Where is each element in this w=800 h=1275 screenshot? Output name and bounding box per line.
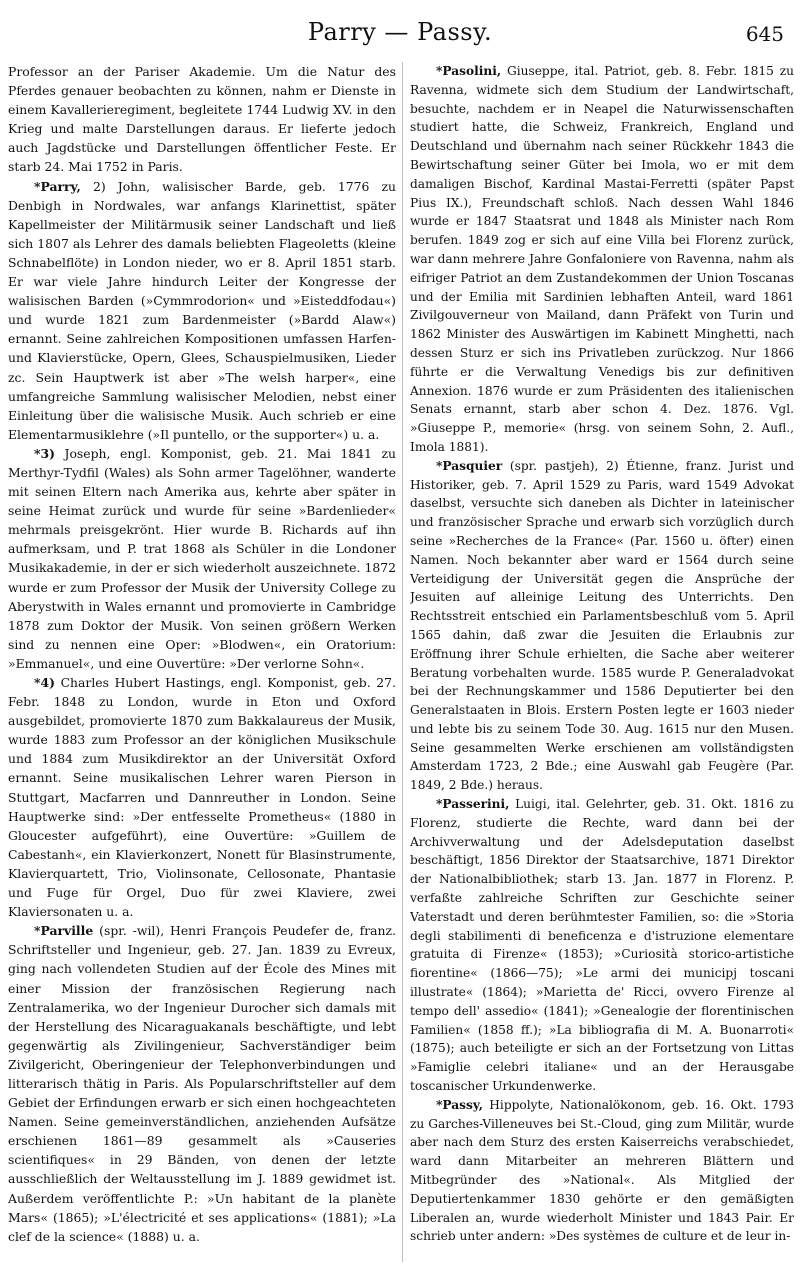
- entry: [410, 795, 794, 1096]
- entry-text: Professor an der Pariser Akademie. Um die Natur des Pferdes genauer beobachten zu können, nahm er Dienste in einem Kavallerieregiment, begleitete 1744 Ludwig XV. in den Krieg und malte Darstellungen daraus. Er lieferte jedoch auch Jagdstücke und Darstellungen öffentlicher Feste. Er starb 24. Mai 1752 in Paris.: [8, 64, 396, 175]
- entry: [410, 457, 794, 795]
- entry: [8, 62, 396, 177]
- entry-headword: *Pasquier: [436, 458, 503, 473]
- entry: [410, 62, 794, 457]
- entry-text: Giuseppe, ital. Patriot, geb. 8. Febr. 1815 zu Ravenna, widmete sich dem Studium der Landwirtschaft, besuchte, nachdem er in Neapel die Naturwissenschaften studiert hatte, die Schweiz, Frankreich, England und Deutschland und übernahm nach seiner Rückkehr 1843 die Bewirtschaftung seiner Güter bei Imola, wo er mit dem damaligen Bischof, Kardinal Mastai-Ferretti (später Papst Pius IX.), Freundschaft schloß. Nach dessen Wahl 1846 wurde er 1847 Staatsrat und 1848 als Minister nach Rom berufen. 1849 zog er sich auf eine Villa bei Florenz zurück, war dann mehrere Jahre Gonfaloniere von Ravenna, nahm als eifriger Patriot an dem Zustandekommen der Union Toscanas und der Emilia mit Sardinien lebhaften Anteil, ward 1861 Zivilgouverneur von Mailand, dann Präfekt von Turin und 1862 Minister des Auswärtigen im Kabinett Minghetti, nach dessen Sturz er sich ins Privatleben zurückzog. Nur 1866 führte er die Verwaltung Venedigs bis zur definitiven Annexion. 1876 wurde er zum Präsidenten des italienischen Senats ernannt, starb aber schon 4. Dez. 1876. Vgl. »Giuseppe P., memorie« (hrsg. von seinem Sohn, 2. Aufl., Imola 1881).: [410, 64, 794, 454]
- entry-headword: *Passerini,: [436, 797, 510, 812]
- entry: [8, 921, 396, 1246]
- entry-headword: *Pasolini,: [436, 64, 502, 78]
- entry: [8, 673, 396, 921]
- entry-headword: *3): [34, 445, 55, 461]
- entry-text: Luigi, ital. Gelehrter, geb. 31. Okt. 1816 zu Florenz, studierte die Rechte, ward dann bei der Archivverwaltung und der Adelsdeputation daselbst beschäftigt, 1856 Direktor der Staatsarchive, 1871 Direktor der Nationalbibliothek; starb 13. Jan. 1877 in Florenz. P. verfaßte zahlreiche Schriften zur Geschichte seiner Vaterstadt und deren berühmtester Familien, so: die »Storia degli stabilimenti di beneficenza e d'istruzione elementare gratuita di Firenze« (1853); »Curiosità storico-artistiche fiorentine« (1866—75); »Le armi dei municipj toscani illustrate« (1864); »Marietta de' Ricci, ovvero Firenze al tempo dell' assedio« (1841); »Genealogie der florentinischen Familien« (1858 ff.); »La bibliografia di M. A. Buonarroti« (1875); auch beteiligte er sich an der Fortsetzung von Littas »Famiglie celebri italiane« und an der Herausgabe toscanischer Urkundenwerke.: [410, 797, 794, 1094]
- header-title: Parry — Passy.: [307, 18, 493, 46]
- entry-headword: *Parville: [34, 923, 94, 939]
- right-column: [410, 62, 794, 1267]
- entry: [8, 444, 396, 673]
- running-header: [0, 4, 800, 44]
- entry-headword: *4): [34, 675, 55, 690]
- column-divider: [402, 62, 403, 1262]
- entry-text: 2) John, walisischer Barde, geb. 1776 zu Denbigh in Nordwales, war anfangs Klarinettist, später Kapellmeister der Militärmusik seiner Landschaft und ließ sich 1807 als Lehrer des damals beliebten Flageoletts (kleine Schnabelflöte) in London nieder, wo er 8. April 1851 starb. Er war viele Jahre hindurch Leiter der Kongresse der walisischen Barden (»Cymmrodorion« und »Eisteddfodau«) und wurde 1821 zum Bardenmeister (»Bardd Alaw«) ernannt. Seine zahlreichen Kompositionen umfassen Harfen- und Klavierstücke, Opern, Glees, Schauspielmusiken, Lieder zc. Sein Hauptwerk ist aber »The welsh harper«, eine umfangreiche Sammlung walisischer Melodien, nebst einer Einleitung über die walisische Musik. Auch schrieb er eine Elementarmusiklehre (»Il puntello, or the supporter«) u. a.: [8, 178, 396, 442]
- left-column: [8, 62, 396, 1267]
- entry-text: (spr. -wil), Henri François Peudefer de, franz. Schriftsteller und Ingenieur, geb. 27. Jan. 1839 zu Evreux, ging nach vollendeten Studien auf der École des Mines mit einer Mission der französischen Regierung nach Zentralamerika, wo der Ingenieur Durocher sich damals mit der Herstellung des Nicaraguakanals beschäftigte, und lebt gegenwärtig als Zivilingenieur, Sachverständiger beim Zivilgericht, Oberingenieur der Telephonverbindungen und litterarisch thätig in Paris. Als Popularschriftsteller auf dem Gebiet der Erfindungen erwarb er sich einen hochgeachteten Namen. Seine gemeinverständlichen, anziehenden Aufsätze erschienen 1861—89 gesammelt als »Causeries scientifiques« in 29 Bänden, von denen der letzte ausschließlich der Weltausstellung im J. 1889 gewidmet ist. Außerdem veröffentlichte P.: »Un habitant de la planète Mars« (1865); »L'électricité et ses applications« (1881); »La clef de la science« (1888) u. a.: [8, 923, 396, 1244]
- entry-headword: *Parry,: [34, 178, 81, 194]
- entry-text: Charles Hubert Hastings, engl. Komponist, geb. 27. Febr. 1848 zu London, wurde in Eton und Oxford ausgebildet, promovierte 1870 zum Bakkalaureus der Musik, wurde 1883 zum Professor an der königlichen Musikschule und 1884 zum Musikdirektor an der Universität Oxford ernannt. Seine musikalischen Lehrer waren Pierson in Stuttgart, Macfarren und Dannreuther in London. Seine Hauptwerke sind: »Der entfesselte Prometheus« (1880 in Gloucester aufgeführt), eine Ouvertüre: »Guillem de Cabestanh«, ein Klavierkonzert, Nonett für Blasinstrumente, Klavierquartett, Trio, Violinsonate, Cellosonate, Phantasie und Fuge für Orgel, Duo für zwei Klaviere, zwei Klaviersonaten u. a.: [8, 675, 396, 920]
- page-number: 645: [745, 22, 784, 46]
- entry-text: (spr. pastjeh), 2) Étienne, franz. Jurist und Historiker, geb. 7. April 1529 zu Paris, ward 1549 Advokat daselbst, versuchte sich daneben als Dichter in lateinischer und französischer Sprache und erwarb sich vorzüglich durch seine »Recherches de la France« (Par. 1560 u. öfter) einen Namen. Noch bekannter aber ward er 1564 durch seine Verteidigung der Universität gegen die Ansprüche der Jesuiten auf alleinige Leitung des Unterrichts. Den Rechtsstreit entschied ein Parlamentsbeschluß vom 5. April 1565 dahin, daß zwar die Jesuiten die Erlaubnis zur Eröffnung ihrer Schule erhielten, die Sache aber weiterer Beratung vorbehalten wurde. 1585 wurde P. Generaladvokat bei der Rechnungskammer und 1586 Deputierter bei den Generalstaaten in Blois. Erstern Posten legte er 1603 nieder und lebte bis zu seinem Tode 30. Aug. 1615 nur den Musen. Seine gesammelten Werke erschienen am vollständigsten Amsterdam 1723, 2 Bde.; eine Auswahl gab Feugère (Par. 1849, 2 Bde.) heraus.: [410, 458, 794, 793]
- entry-headword: *Passy,: [436, 1097, 483, 1112]
- entry: [8, 177, 396, 444]
- entry: [410, 1096, 794, 1246]
- entry-text: Joseph, engl. Komponist, geb. 21. Mai 1841 zu Merthyr-Tydfil (Wales) als Sohn armer Tagelöhner, wanderte mit seinen Eltern nach Amerika aus, kehrte aber später in seine Heimat zurück und wurde für seine »Bardenlieder« mehrmals preisgekrönt. Hier wurde B. Richards auf ihn aufmerksam, und P. trat 1868 als Schüler in die Londoner Musikakademie, in der er sich wiederholt auszeichnete. 1872 wurde er zum Professor der Musik der University College zu Aberystwith in Wales ernannt und promovierte in Cambridge 1878 zum Doktor der Musik. Von seinen größern Werken sind zu nennen eine Oper: »Blodwen«, ein Oratorium: »Emmanuel«, und eine Ouvertüre: »Der verlorne Sohn«.: [8, 445, 396, 671]
- entry-text: Hippolyte, Nationalökonom, geb. 16. Okt. 1793 zu Garches-Villeneuves bei St.-Cloud, ging zum Militär, wurde aber nach dem Sturz des ersten Kaiserreichs verabschiedet, ward dann Mitarbeiter an mehreren Blättern und Mitbegründer des »National«. Als Mitglied der Deputiertenkammer 1830 gehörte er den gemäßigten Liberalen an, wurde wiederholt Minister und 1843 Pair. Er schrieb unter andern: »Des systèmes de culture et de leur in-: [410, 1097, 794, 1244]
